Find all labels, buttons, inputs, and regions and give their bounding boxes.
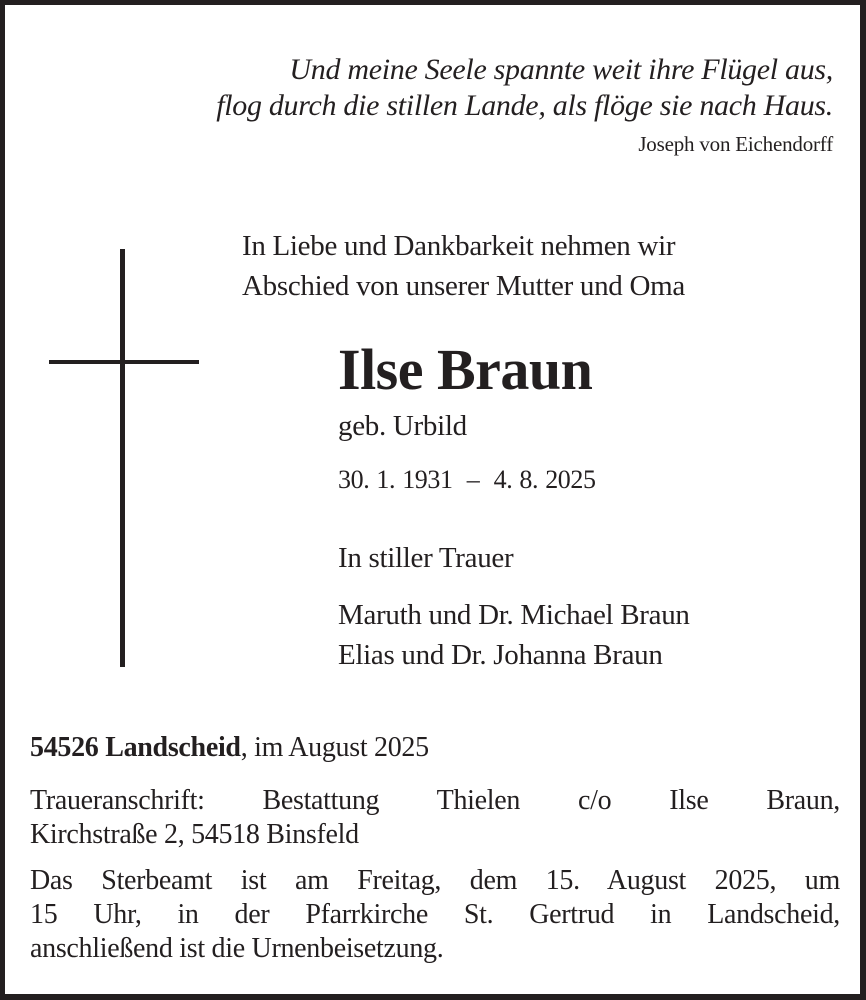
mourning-heading: In stiller Trauer <box>338 542 514 574</box>
mourner-1: Maruth und Dr. Michael Braun <box>338 599 690 631</box>
quote-author: Joseph von Eichendorff <box>638 132 833 156</box>
deceased-name: Ilse Braun <box>338 337 593 402</box>
mourning-address <box>30 784 840 852</box>
life-dates: 30. 1. 1931 – 4. 8. 2025 <box>338 465 596 494</box>
mourner-2: Elias und Dr. Johanna Braun <box>338 639 663 671</box>
address-line-1: Traueranschrift: Bestattung Thielen c/o Ilse Braun, <box>30 785 840 816</box>
intro-line-2: Abschied von unserer Mutter und Oma <box>242 270 685 302</box>
mourners-list <box>338 595 690 675</box>
place-bold: 54526 Landscheid <box>30 732 241 763</box>
intro-line-1: In Liebe und Dankbarkeit nehmen wir <box>242 230 676 262</box>
service-info <box>30 864 840 966</box>
cross-icon-crossbar <box>49 360 199 364</box>
service-line-3: anschließend ist die Urnenbeisetzung. <box>30 933 444 964</box>
cross-icon <box>120 249 125 667</box>
intro-text <box>242 226 685 306</box>
place-rest: , im August 2025 <box>240 732 429 763</box>
address-line-2: Kirchstraße 2, 54518 Binsfeld <box>30 819 359 850</box>
quote-line-1: Und meine Seele spannte weit ihre Flügel aus, <box>289 53 833 86</box>
place-date <box>30 732 429 764</box>
obituary-notice <box>5 5 860 994</box>
quote-line-2: flog durch die stillen Lande, als flöge sie nach Haus. <box>216 89 833 122</box>
service-line-2: 15 Uhr, in der Pfarrkirche St. Gertrud in Landscheid, <box>30 899 840 930</box>
maiden-name: geb. Urbild <box>338 410 467 442</box>
service-line-1: Das Sterbeamt ist am Freitag, dem 15. August 2025, um <box>30 865 840 896</box>
